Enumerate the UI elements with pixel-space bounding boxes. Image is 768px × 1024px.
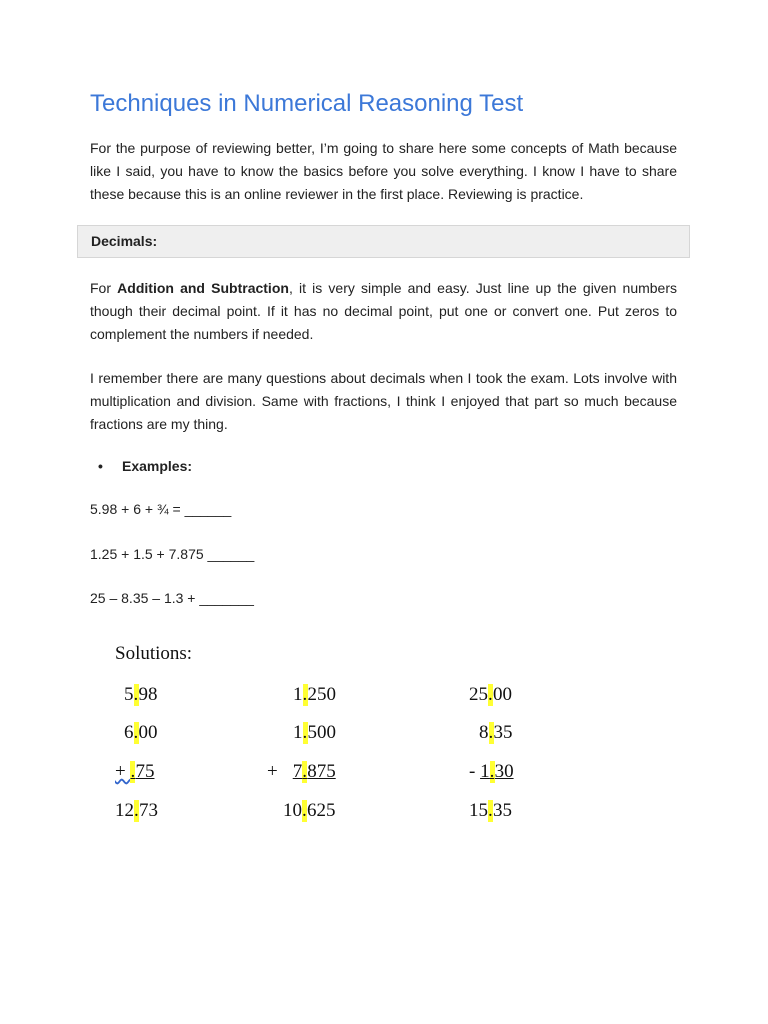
page-title: Techniques in Numerical Reasoning Test	[90, 90, 524, 117]
solution-number: - 1 . 30	[469, 761, 514, 782]
addsub-prefix: For	[90, 280, 118, 296]
solution-number: + . 75	[115, 761, 155, 782]
decimal-highlight: .	[489, 761, 495, 782]
solution-number: 12 . 73	[115, 800, 158, 821]
decimal-highlight: .	[302, 761, 307, 782]
decimal-highlight: .	[302, 722, 308, 743]
example-3: 25 – 8.35 – 1.3 + _______	[90, 590, 254, 606]
decimal-highlight: .	[488, 684, 493, 705]
section-heading-box	[77, 225, 690, 258]
decimal-highlight: .	[302, 800, 307, 821]
bullet-icon: •	[98, 458, 103, 474]
examples-label: Examples:	[122, 458, 193, 474]
solution-number: 5 . 98	[124, 684, 158, 705]
remember-paragraph: I remember there are many questions about decimals when I took the exam. Lots involve with multiplication and division. Same with fractions, I think I enjoyed that part so much because fractions are my thing.	[90, 370, 677, 432]
section-heading: Decimals:	[91, 233, 158, 249]
addsub-paragraph	[90, 277, 677, 346]
solution-number: + 7 . 875	[267, 761, 336, 782]
solution-number: 6 . 00	[124, 722, 158, 743]
addsub-rest: , it is very simple and easy. Just line up the given numbers though their decimal point. If it has no decimal point, put one or convert one. Put zeros to complement the numbers if needed.	[90, 280, 678, 342]
decimal-highlight: .	[133, 684, 139, 705]
example-2: 1.25 + 1.5 + 7.875 ______	[90, 546, 255, 562]
solution-number: 25 . 00	[469, 684, 512, 705]
decimal-highlight: .	[130, 761, 136, 782]
addsub-bold: Addition and Subtraction	[117, 280, 289, 296]
decimal-highlight: .	[133, 722, 139, 743]
solution-number: 1 . 250	[293, 684, 336, 705]
decimal-highlight: .	[134, 800, 139, 821]
decimal-highlight: .	[302, 684, 308, 705]
solution-number: 8 . 35	[479, 722, 513, 743]
solution-number: 1 . 500	[293, 722, 336, 743]
solution-number: 10 . 625	[283, 800, 336, 821]
example-1: 5.98 + 6 + ¾ = ______	[90, 501, 232, 517]
decimal-highlight: .	[488, 800, 493, 821]
solution-number: 15 . 35	[469, 800, 512, 821]
solutions-label: Solutions:	[115, 643, 193, 664]
decimal-highlight: .	[488, 722, 494, 743]
intro-paragraph: For the purpose of reviewing better, I’m going to share here some concepts of Math because like I said, you have to know the basics before you solve everything. I know I have to share these because this is an online reviewer in the first place. Reviewing is practice.	[90, 140, 677, 202]
